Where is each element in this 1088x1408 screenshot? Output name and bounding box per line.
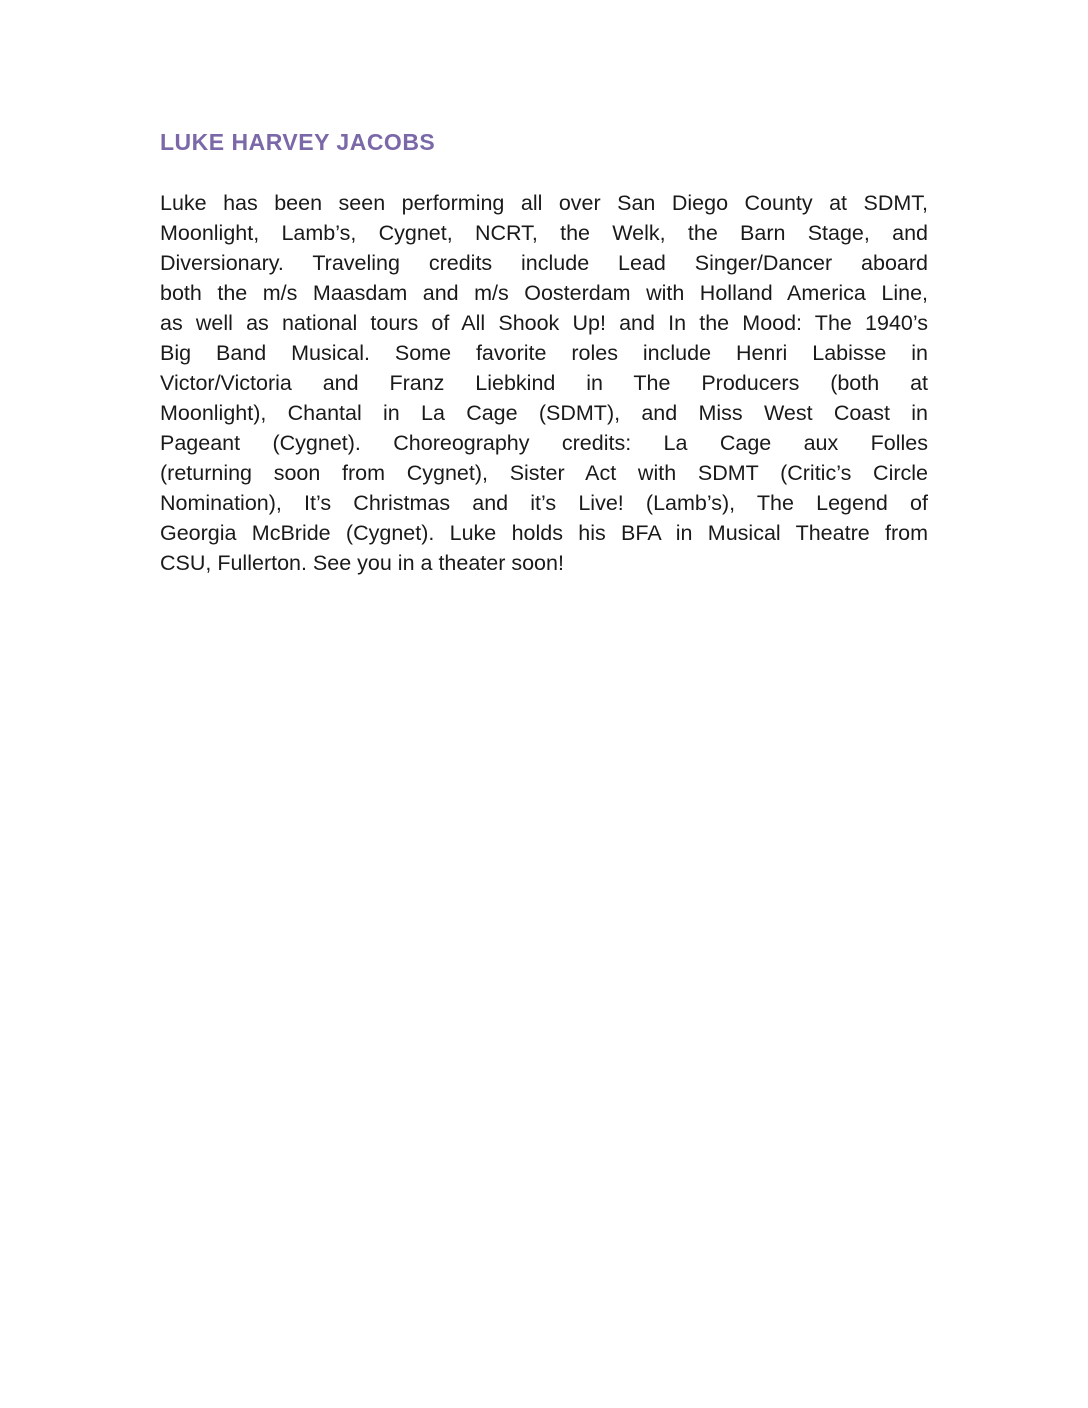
bio-line: Moonlight, Lamb’s, Cygnet, NCRT, the Welk, the Barn Stage, and [160, 221, 928, 245]
page-title: LUKE HARVEY JACOBS [160, 129, 436, 155]
bio-line: both the m/s Maasdam and m/s Oosterdam with Holland America Line, [160, 281, 928, 305]
bio-line: Pageant (Cygnet). Choreography credits: La Cage aux Folles [160, 431, 928, 455]
bio-line: Luke has been seen performing all over San Diego County at SDMT, [160, 191, 928, 215]
bio-line: Nomination), It’s Christmas and it’s Live! (Lamb’s), The Legend of [160, 491, 928, 515]
bio-paragraph [160, 188, 928, 578]
bio-line: Diversionary. Traveling credits include Lead Singer/Dancer aboard [160, 251, 928, 275]
bio-line: Georgia McBride (Cygnet). Luke holds his BFA in Musical Theatre from [160, 521, 928, 545]
bio-line: Victor/Victoria and Franz Liebkind in The Producers (both at [160, 371, 928, 395]
bio-line: Moonlight), Chantal in La Cage (SDMT), and Miss West Coast in [160, 401, 928, 425]
bio-line: (returning soon from Cygnet), Sister Act with SDMT (Critic’s Circle [160, 461, 928, 485]
bio-line: as well as national tours of All Shook Up! and In the Mood: The 1940’s [160, 311, 928, 335]
document-content [160, 131, 928, 578]
bio-line: CSU, Fullerton. See you in a theater soon! [160, 551, 564, 575]
bio-line: Big Band Musical. Some favorite roles include Henri Labisse in [160, 341, 928, 365]
